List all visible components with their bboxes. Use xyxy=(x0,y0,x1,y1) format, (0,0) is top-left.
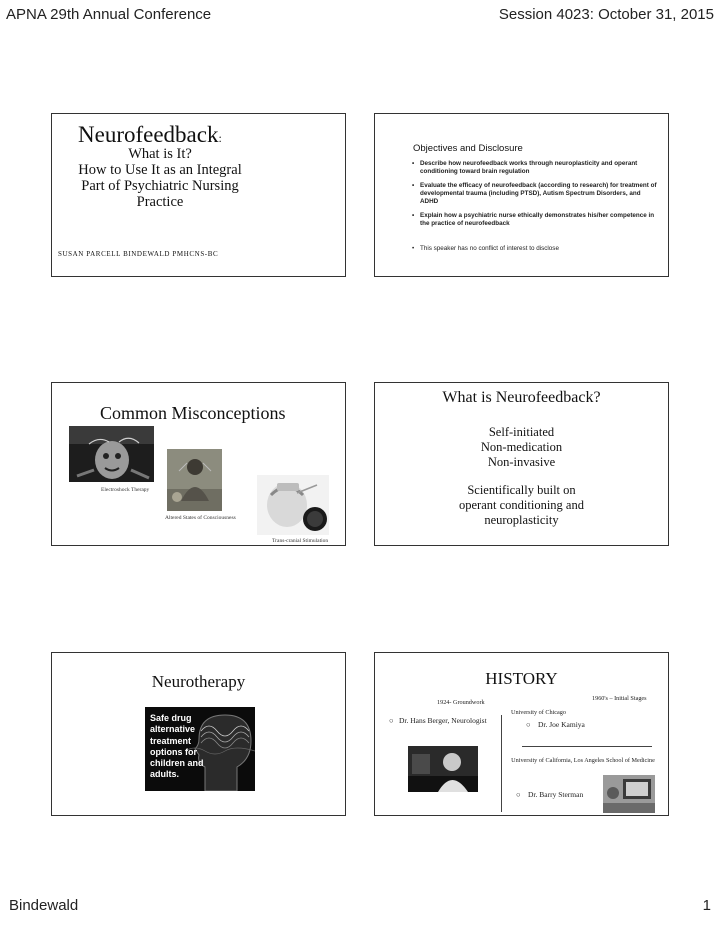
header-conference: APNA 29th Annual Conference xyxy=(6,6,212,23)
bullet-circle-icon: ○ xyxy=(516,790,521,799)
caption-altered-states: Altered States of Consciousness xyxy=(165,515,236,521)
era-groundwork: 1924- Groundwork xyxy=(437,699,485,706)
university-ucla: University of California, Los Angeles School of Medicine xyxy=(511,757,655,764)
objective-item: • Evaluate the efficacy of neurofeedback (according to research) for treatment of developmental trauma (including PTSD), Autism Spectrum Disorders, and ADHD xyxy=(412,182,660,206)
slide-title xyxy=(51,113,346,277)
caption-trans-cranial: Trans-cranial Stimulation xyxy=(272,538,329,544)
feature-line: operant conditioning and xyxy=(459,498,584,512)
misconceptions-title: Common Misconceptions xyxy=(100,403,286,423)
sterman-text: Dr. Barry Sterman xyxy=(528,790,584,799)
what-is-title: What is Neurofeedback? xyxy=(442,389,601,406)
slide1-subtitle xyxy=(60,146,260,210)
bullet-circle-icon: ○ xyxy=(389,716,394,725)
bullet-circle-icon: ○ xyxy=(526,720,531,729)
slide-objectives xyxy=(374,113,669,277)
feature-line: Scientifically built on xyxy=(467,483,576,497)
banner-text: Safe drug alternative treatment options for children and adults. xyxy=(150,713,204,780)
objective-item: • Describe how neurofeedback works through neuroplasticity and operant conditioning toward brain regulation xyxy=(412,160,660,176)
subtitle-line: What is It? xyxy=(128,146,192,162)
subtitle-line: Practice xyxy=(136,194,184,210)
subtitle-line: Part of Psychiatric Nursing xyxy=(81,178,239,194)
disclosure-statement: • This speaker has no conflict of interest to disclose xyxy=(412,245,668,252)
header-session: Session 4023: October 31, 2015 xyxy=(498,6,714,23)
sterman-item xyxy=(516,790,583,799)
divider-horizontal xyxy=(522,746,652,747)
divider-vertical xyxy=(501,715,502,812)
slide1-title: Neurofeedback: xyxy=(78,122,222,147)
neurotherapy-banner xyxy=(145,707,255,791)
kamiya-text: Dr. Joe Kamiya xyxy=(538,720,585,729)
feature-line: Non-invasive xyxy=(487,455,556,469)
berger-photo xyxy=(408,746,478,792)
feature-line: Self-initiated xyxy=(488,425,555,439)
feature-line: neuroplasticity xyxy=(484,513,559,527)
sterman-photo xyxy=(603,775,655,813)
footer-author: Bindewald xyxy=(9,897,79,914)
slide-neurotherapy xyxy=(51,652,346,816)
altered-states-photo xyxy=(167,449,222,511)
era-initial-stages: 1960's – Initial Stages xyxy=(592,695,647,702)
objective-item: • Explain how a psychiatric nurse ethically demonstrates his/her competence in the practice of neurofeedback xyxy=(412,212,660,228)
caption-electroshock: Electroshock Therapy xyxy=(101,487,150,493)
kamiya-item xyxy=(526,720,585,729)
berger-item xyxy=(389,716,499,725)
author-name: SUSAN PARCELL BINDEWALD PMHCNS-BC xyxy=(58,250,219,258)
objectives-list xyxy=(412,160,660,234)
neurotherapy-title: Neurotherapy xyxy=(151,672,246,691)
university-chicago: University of Chicago xyxy=(511,709,566,716)
slide-misconceptions xyxy=(51,382,346,546)
history-title: HISTORY xyxy=(485,669,558,688)
subtitle-line: How to Use It as an Integral xyxy=(78,162,242,178)
berger-text: Dr. Hans Berger, Neurologist xyxy=(399,716,487,725)
electroshock-photo xyxy=(69,426,154,482)
objectives-heading: Objectives and Disclosure xyxy=(413,143,523,154)
trans-cranial-photo xyxy=(257,475,329,535)
feature-line: Non-medication xyxy=(480,440,563,454)
page-number: 1 xyxy=(702,897,711,914)
slide-history xyxy=(374,652,669,816)
slide-what-is-neurofeedback xyxy=(374,382,669,546)
